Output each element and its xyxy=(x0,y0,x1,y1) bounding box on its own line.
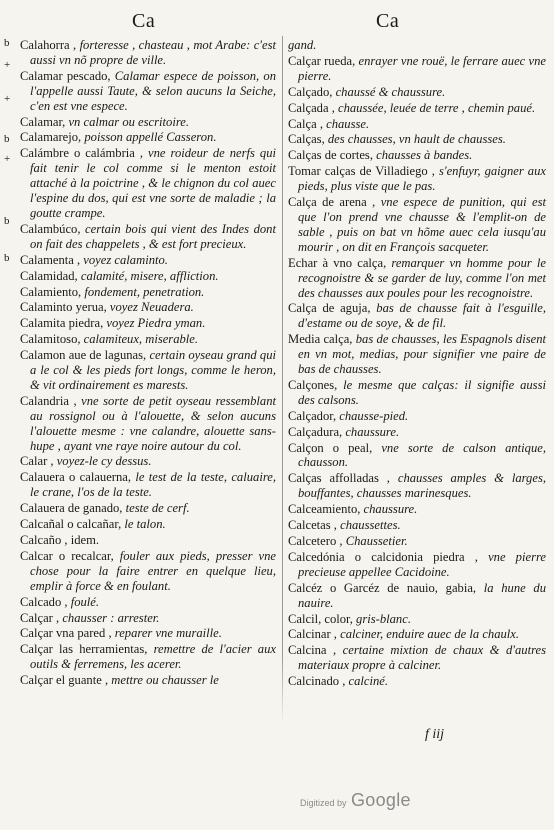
entry-definition: mettre ou chausser le xyxy=(111,673,219,688)
entry-headword: Calamar, xyxy=(20,114,69,129)
entry-definition: calamité, misere, affliction. xyxy=(80,268,219,283)
entry-definition: certain bois qui vient des Indes dont on fait des chappelets , & est fort precieux. xyxy=(30,221,276,251)
google-brand: Google xyxy=(350,790,411,810)
entry-definition: fouler aux pieds, presser vne chose pour la faire entrer en quelque lieu, emplir à force & en foulant. xyxy=(30,548,276,593)
entry-headword: Calamenta , xyxy=(20,252,84,267)
signature-mark: f iij xyxy=(425,727,445,742)
dictionary-entry xyxy=(288,627,546,642)
entry-definition: Calamar espece de poisson, on l'appelle aussi Taute, & selon aucuns la Seiche, c'en est vne espece. xyxy=(30,68,276,113)
entry-definition: gris-blanc. xyxy=(356,611,411,626)
right-column xyxy=(288,38,546,690)
entry-definition: vne roideur de nerfs qui fait tenir le col comme si le menton estoit attaché à la poictrine , & le chignon du col auec l'espine du dos, qui est vne sorte de maladie ; la goutte crampe. xyxy=(30,146,276,220)
entry-headword: Calçado, xyxy=(288,84,336,99)
entry-headword: Calauera o calauerna, xyxy=(20,470,136,485)
dictionary-entry xyxy=(288,518,546,533)
entry-headword: Calambúco, xyxy=(20,221,86,236)
entry-headword: Calçar el guante , xyxy=(20,673,112,688)
dictionary-entry xyxy=(288,164,546,194)
entry-definition: voyez calaminto. xyxy=(83,252,168,267)
entry-headword: Calcar o recalcar, xyxy=(20,548,120,563)
entry-headword: Calamon aue de lagunas, xyxy=(20,348,150,363)
margin-mark: + xyxy=(4,153,11,165)
dictionary-entry xyxy=(288,256,546,301)
entry-headword: Calcina , xyxy=(288,643,343,658)
dictionary-entry xyxy=(288,581,546,611)
entry-headword: Tomar calças de Villadiego , xyxy=(288,164,439,179)
entry-definition: gand. xyxy=(288,38,317,52)
dictionary-entry xyxy=(20,454,276,469)
entry-headword: Calcetas , xyxy=(288,518,341,533)
dictionary-entry xyxy=(288,85,546,100)
entry-headword: Media calça, xyxy=(288,332,356,347)
dictionary-entry xyxy=(20,146,276,221)
dictionary-entry xyxy=(20,316,276,331)
entry-definition: le test de la teste, caluaire, le crane, l'os de la teste. xyxy=(30,470,276,500)
dictionary-entry xyxy=(288,38,546,53)
dictionary-entry xyxy=(288,409,546,424)
entry-definition: poisson appellé Casseron. xyxy=(84,130,217,145)
entry-definition: Chaussetier. xyxy=(345,534,408,548)
dictionary-entry xyxy=(20,69,276,114)
entry-definition: le mesme que calças: il signifie aussi des calsons. xyxy=(298,377,546,407)
margin-mark: + xyxy=(4,93,11,105)
entry-definition: calamiteux, miserable. xyxy=(83,332,199,347)
entry-definition: forteresse , chasteau , mot Arabe: c'est aussi vn nõ propre de ville. xyxy=(30,38,276,67)
dictionary-entry xyxy=(288,534,546,549)
entry-headword: Calça de arena , xyxy=(288,195,381,210)
entry-definition: voyez Neuadera. xyxy=(109,300,194,315)
digitized-watermark xyxy=(300,790,411,811)
dictionary-entry xyxy=(20,300,276,315)
entry-headword: Calamar pescado, xyxy=(20,68,115,83)
entry-definition: chausses à bandes. xyxy=(376,148,473,163)
entry-headword: Calcinado , xyxy=(288,674,349,689)
dictionary-entry xyxy=(288,612,546,627)
dictionary-entry xyxy=(288,378,546,408)
header-right: Ca xyxy=(376,10,400,32)
dictionary-entry xyxy=(20,38,276,68)
dictionary-entry xyxy=(20,549,276,594)
dictionary-entry xyxy=(20,285,276,300)
entry-definition: teste de cerf. xyxy=(125,501,190,516)
dictionary-entry xyxy=(20,595,276,610)
dictionary-entry xyxy=(20,222,276,252)
entry-definition: bas de chausse fait à l'esguille, d'estame ou de soye, & de fil. xyxy=(298,301,547,331)
dictionary-entry xyxy=(20,253,276,268)
entry-definition: le talon. xyxy=(124,517,166,532)
margin-mark: b xyxy=(4,215,10,227)
dictionary-entry xyxy=(20,394,276,454)
entry-definition: voyez Piedra yman. xyxy=(106,316,206,331)
entry-headword: Calçar las herramientas, xyxy=(20,642,154,657)
entry-headword: Calçones, xyxy=(288,377,344,392)
entry-headword: Echar à vno calça, xyxy=(288,255,392,270)
entry-definition: certain oyseau grand qui a le col & les pieds fort longs, comme le heron, & vit ordinairement es marests. xyxy=(30,348,276,392)
entry-headword: Calça , xyxy=(288,116,327,131)
entry-headword: Calçador, xyxy=(288,408,340,423)
digitized-label: Digitized by xyxy=(300,798,347,808)
entry-headword: Calauera de ganado, xyxy=(20,501,126,516)
entry-headword: Calceamiento, xyxy=(288,502,364,517)
entry-headword: Calças affolladas , xyxy=(288,471,398,486)
entry-definition: certaine mixtion de chaux & d'autres materiaux propre à calciner. xyxy=(298,643,546,673)
entry-headword: Calcetero , xyxy=(288,534,346,548)
dictionary-entry xyxy=(20,332,276,347)
entry-definition: chausse. xyxy=(326,116,370,131)
dictionary-entry xyxy=(288,441,546,471)
running-header xyxy=(0,10,554,34)
entry-definition: fondement, penetration. xyxy=(84,284,205,299)
entry-headword: Calçada , xyxy=(288,100,338,115)
entry-headword: Calça de aguja, xyxy=(288,301,377,316)
entry-definition: voyez-le cy dessus. xyxy=(56,454,152,469)
entry-definition: vne pierre precieuse appellee Cacidoine. xyxy=(298,549,546,579)
dictionary-entry xyxy=(20,611,276,626)
dictionary-entry xyxy=(20,517,276,532)
dictionary-entry xyxy=(288,471,546,501)
entry-headword: Calahorra , xyxy=(20,38,80,52)
entry-headword: Calcedónia o calcidonia piedra , xyxy=(288,549,489,564)
entry-definition: chaussettes. xyxy=(340,518,401,533)
margin-mark: b xyxy=(4,252,10,264)
entry-headword: Calar , xyxy=(20,454,57,469)
entry-definition: vne sorte de petit oyseau ressemblant au rossignol ou à l'alouette, & selon aucuns l'alouette mesme : vne calandre, alouette sans-hupe , ayant vne raye noire autour du col. xyxy=(30,393,277,453)
dictionary-entry xyxy=(288,54,546,84)
margin-mark: b xyxy=(4,133,10,145)
entry-definition: calciné. xyxy=(348,674,389,689)
entry-definition: chausser : arrester. xyxy=(62,610,160,625)
dictionary-entry xyxy=(20,673,276,688)
dictionary-entry xyxy=(288,132,546,147)
entry-definition: remarquer vn homme pour le recognoistre & se garder de luy, comme l'on met des chausses aux poules pour les recognoistre. xyxy=(298,255,546,300)
dictionary-entry xyxy=(288,195,546,255)
entry-definition: la hune du nauire. xyxy=(298,580,547,610)
entry-headword: Calcinar , xyxy=(288,627,341,642)
entry-definition: bas de chausses, les Espagnols disent en vn mot, medias, pour signifier vne paire de bas de chausses. xyxy=(298,332,546,377)
entry-definition: reparer vne muraille. xyxy=(114,626,222,641)
entry-headword: Calcado , xyxy=(20,594,71,609)
dictionary-entry xyxy=(20,501,276,516)
dictionary-entry xyxy=(20,642,276,672)
left-column xyxy=(20,38,276,689)
entry-headword: Calandria , xyxy=(20,393,82,408)
entry-definition: s'enfuyr, gaigner aux pieds, plus viste que le pas. xyxy=(298,164,546,194)
entry-definition: chausses amples & larges, bouffantes, chausses marinesques. xyxy=(298,471,546,501)
dictionary-entry xyxy=(288,674,546,689)
dictionary-entry xyxy=(288,301,546,331)
margin-mark: b xyxy=(4,37,10,49)
entry-definition: enrayer vne rouë, le ferrare auec vne pierre. xyxy=(298,53,546,83)
entry-headword: Calcil, color, xyxy=(288,611,357,626)
dictionary-entry xyxy=(288,117,546,132)
header-left: Ca xyxy=(132,10,156,32)
entry-definition: calciner, enduire auec de la chaulx. xyxy=(340,627,520,642)
dictionary-entry xyxy=(288,643,546,673)
entry-definition: chaussé & chaussure. xyxy=(335,84,446,99)
dictionary-entry xyxy=(288,332,546,377)
dictionary-entry xyxy=(20,130,276,145)
entry-headword: Calamidad, xyxy=(20,268,81,283)
entry-headword: Calámbre o calámbria , xyxy=(20,146,149,161)
entry-headword: Calamita piedra, xyxy=(20,316,107,331)
entry-headword: Calamitoso, xyxy=(20,332,84,347)
entry-definition: des chausses, vn hault de chausses. xyxy=(327,132,506,147)
entry-definition: vne espece de punition, qui est que l'on prend vne chausse & l'emplit-on de sable , puis on bat vn hõme auec cela iusqu'au mourir , on dit en François sacqueter. xyxy=(298,195,547,254)
dictionary-entry xyxy=(288,148,546,163)
entry-definition: chausse-pied. xyxy=(339,408,409,423)
entry-definition: chaussée, leuée de terre , chemin paué. xyxy=(338,100,536,115)
entry-headword: Calçon o peal, xyxy=(288,440,382,455)
dictionary-entry xyxy=(20,626,276,641)
entry-headword: Calamiento, xyxy=(20,284,85,299)
dictionary-entry xyxy=(20,348,276,393)
entry-headword: Calçar vna pared , xyxy=(20,626,115,641)
dictionary-entry xyxy=(20,269,276,284)
entry-headword: Calçadura, xyxy=(288,424,346,439)
dictionary-entry xyxy=(288,425,546,440)
dictionary-entry xyxy=(288,502,546,517)
entry-definition: vn calmar ou escritoire. xyxy=(68,114,190,129)
entry-headword: Calçar rueda, xyxy=(288,53,359,68)
entry-headword: Calcaño , idem. xyxy=(20,533,100,547)
dictionary-entry xyxy=(288,550,546,580)
entry-definition: remettre de l'acier aux outils & ferremens, les acerer. xyxy=(30,642,276,672)
dictionary-entry xyxy=(20,533,276,548)
entry-definition: foulé. xyxy=(70,594,100,609)
dictionary-entry xyxy=(288,101,546,116)
entry-headword: Calçar , xyxy=(20,610,63,625)
entry-headword: Calcéz o Garcéz de nauio, gabia, xyxy=(288,580,484,595)
margin-mark: + xyxy=(4,59,11,71)
entry-headword: Calaminto yerua, xyxy=(20,300,110,315)
column-divider xyxy=(282,36,283,724)
entry-headword: Calças de cortes, xyxy=(288,148,377,163)
dictionary-entry xyxy=(20,115,276,130)
entry-headword: Calças, xyxy=(288,132,328,147)
dictionary-entry xyxy=(20,470,276,500)
entry-definition: chaussure. xyxy=(363,502,418,517)
entry-definition: vne sorte de calson antique, chausson. xyxy=(298,440,546,470)
entry-headword: Calcañal o calcañar, xyxy=(20,517,125,532)
entry-definition: chaussure. xyxy=(345,424,400,439)
entry-headword: Calamarejo, xyxy=(20,130,85,145)
